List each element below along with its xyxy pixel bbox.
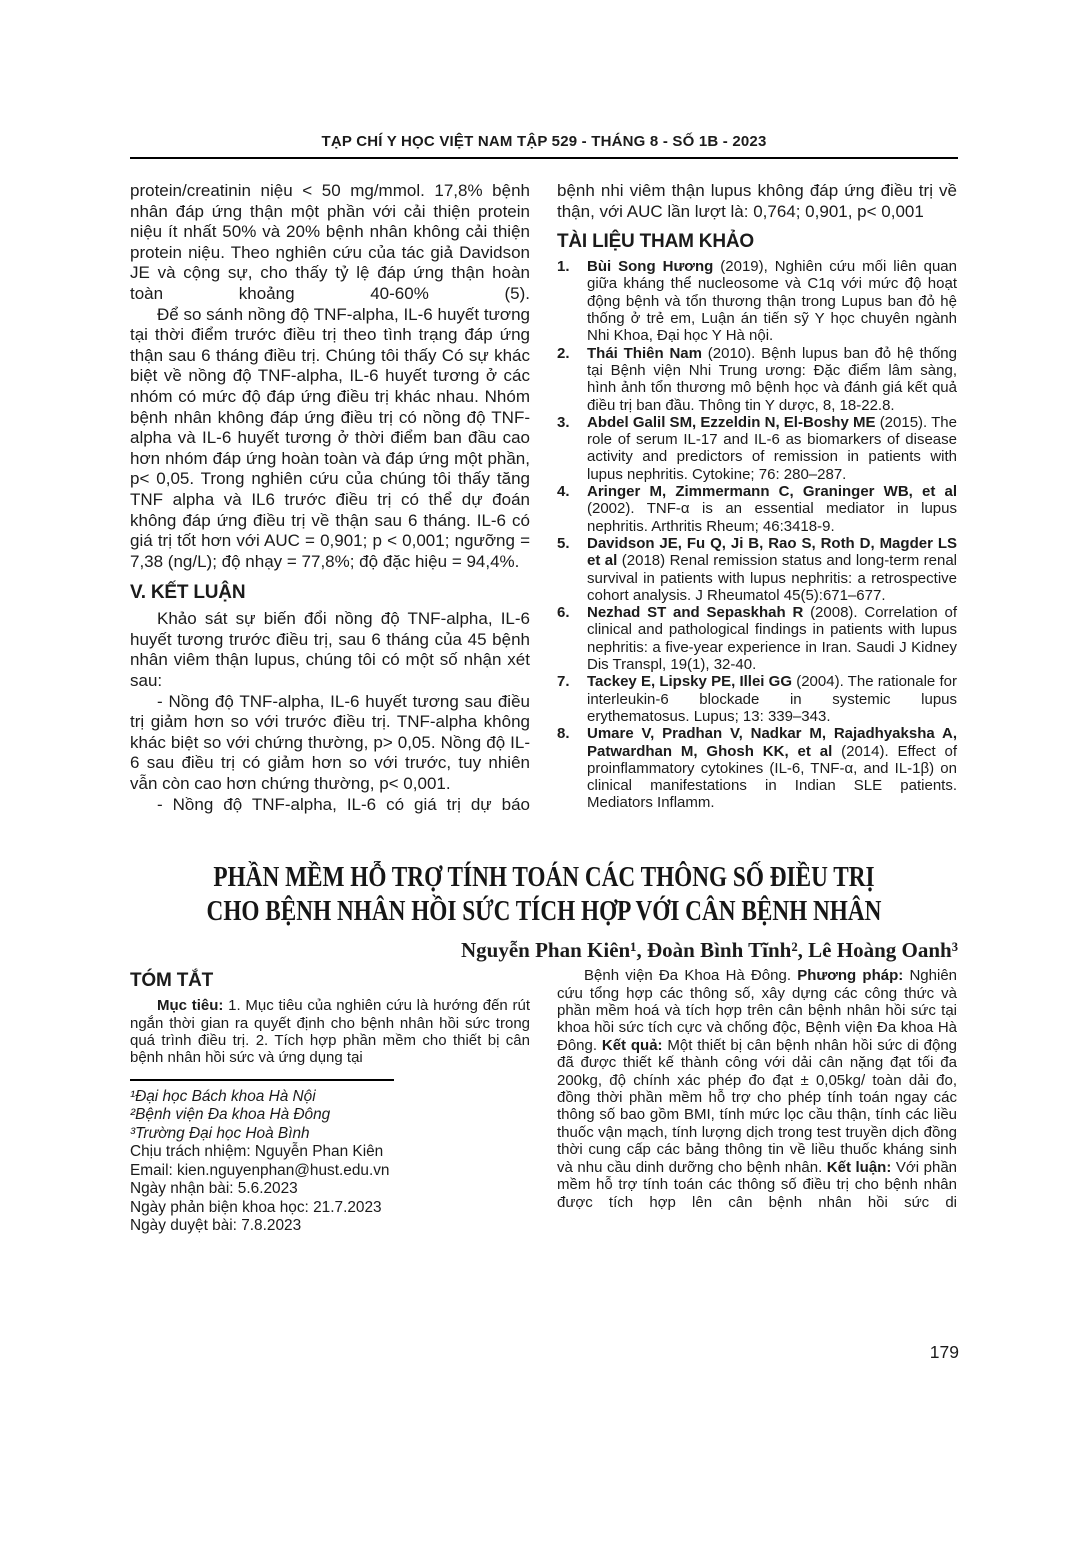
- footnote-date-reviewed: Ngày phản biện khoa học: 21.7.2023: [130, 1198, 382, 1216]
- footnote-responsible: Chịu trách nhiệm: Nguyễn Phan Kiên: [130, 1143, 384, 1161]
- reference-text: Bùi Song Hương (2019), Nghiên cứu mối liên quan giữa kháng thể nucleosome và C1q với mức độ hoạt động bệnh và tổn thương thận trong Lupus ban đỏ hệ thống ở trẻ em, Luận án tiến sỹ Y học chuyên ngành Nhi Khoa, Đại học Y Hà nội.: [587, 258, 957, 345]
- reference-authors: Aringer M, Zimmermann C, Graninger WB, et al: [587, 483, 957, 501]
- reference-authors: Davidson JE, Fu Q, Ji B, Rao S, Roth D, Magder LS et al: [587, 534, 957, 570]
- reference-item: [557, 673, 957, 725]
- footnote-affiliation-1: ¹Đại học Bách khoa Hà Nội: [130, 1087, 316, 1105]
- article2-title: [200, 861, 887, 929]
- reference-text: Tackey E, Lipsky PE, Illei GG (2004). The rationale for interleukin-6 blockade in systemic lupus erythematosus. Lupus; 13: 339–343.: [587, 673, 957, 725]
- footnote-block: [130, 1079, 530, 1236]
- paragraph: - Nồng độ TNF-alpha, IL-6 huyết tương sau điều trị giảm hơn so với trước điều trị. TNF-alpha không khác biệt so với chứng thường, p> 0,05. Nồng độ IL-6 sau điều trị có giảm hơn so với trước, tuy nhiên vẫn còn cao hơn chứng thường, p< 0,001.: [130, 691, 530, 794]
- footnote-date-accepted: Ngày duyệt bài: 7.8.2023: [130, 1217, 302, 1235]
- abstract-continuation-paragraph: Bệnh viện Đa Khoa Hà Đông. Phương pháp: Nghiên cứu tổng hợp các thông số, xây dựng các công thức và phần mềm hoá và tích hợp trên cân bệnh nhân hồi sức tại khoa hồi sức tích cực và chống độc, Bệnh viện Đa khoa Hà Đông. Kết quả: Một thiết bị cân bệnh nhân hồi sức di động đã được thiết kế thành công với dải cân nặng đạt tối đa 200kg, độ chính xác phép đo đạt ± 0,05kg/ toàn dải đo, đồng thời phần mềm hỗ trợ cho phép tính toán ngay các thông số bao gồm BMI, tính mức lọc cầu thận, tính các liều thuốc vận mạch, tính lượng dịch trong test truyền dịch đồng thời cung cấp các bảng thông tin về liều thuốc kháng sinh và nhu cầu dinh dưỡng cho bệnh nhân. Kết luận: Với phần mềm hỗ trợ tính toán các thông số điều trị cho bệnh nhân được tích hợp lên cân bệnh nhân hồi sức di: [557, 967, 958, 1211]
- reference-text: Davidson JE, Fu Q, Ji B, Rao S, Roth D, Magder LS et al (2018) Renal remission status and long-term renal survival in patients with lupus nephritis: a retrospective cohort analysis. J Rheumatol 45(5):671–677.: [587, 534, 957, 604]
- reference-authors: Abdel Galil SM, Ezzeldin N, El-Boshy ME: [587, 413, 876, 431]
- paragraph: Để so sánh nồng độ TNF-alpha, IL-6 huyết tương tại thời điểm trước điều trị theo tình trạng đáp ứng thận sau 6 tháng điều trị. Chúng tôi thấy Có sự khác biệt về nồng độ TNF-alpha, IL-6 huyết tương ở các nhóm có mức độ đáp ứng điều trị khác nhau. Nhóm bệnh nhân không đáp ứng điều trị có nồng độ TNF-alpha và IL-6 huyết tương ở thời điểm ban đầu cao hơn nhóm đáp ứng hoàn toàn và đáp ứng một phần, p< 0,05. Trong nghiên cứu của chúng tôi thấy tăng TNF alpha và IL6 trước điều trị có thể dự đoán không đáp ứng điều trị về thận sau 6 tháng. IL-6 có giá trị tốt hơn với AUC = 0,901; p < 0,001; ngưỡng = 7,38 (ng/L); độ nhạy = 77,8%; độ đặc hiệu = 94,4%.: [130, 304, 530, 571]
- reference-number: 8.: [557, 725, 570, 743]
- article2-title-line2: CHO BỆNH NHÂN HỒI SỨC TÍCH HỢP VỚI CÂN BỆNH NHÂN: [206, 896, 882, 928]
- reference-list: [557, 258, 957, 812]
- reference-authors: Nezhad ST and Sepaskhah R: [587, 604, 804, 622]
- conclusion-label: Kết luận:: [826, 1158, 892, 1176]
- objective-label: Mục tiêu:: [157, 997, 224, 1015]
- reference-number: 6.: [557, 604, 570, 622]
- reference-item: [557, 414, 957, 483]
- result-label: Kết quả:: [601, 1036, 663, 1054]
- article2-right-column: [557, 967, 957, 1236]
- reference-item: [557, 604, 957, 673]
- reference-authors: Bùi Song Hương: [587, 258, 714, 276]
- article1-right-column: [557, 181, 957, 815]
- footnote-affiliation-2: ²Bệnh viện Đa khoa Hà Đông: [130, 1106, 331, 1124]
- conclusion-heading: V. KẾT LUẬN: [130, 582, 246, 604]
- article2-authors: Nguyễn Phan Kiên¹, Đoàn Bình Tĩnh², Lê Hoàng Oanh³: [461, 938, 958, 963]
- reference-item: [557, 345, 957, 414]
- reference-number: 5.: [557, 534, 570, 552]
- footnote-separator: [130, 1079, 394, 1081]
- method-label: Phương pháp:: [797, 967, 904, 985]
- paragraph: - Nồng độ TNF-alpha, IL-6 có giá trị dự báo: [157, 794, 530, 814]
- running-header: [130, 133, 958, 159]
- reference-item: [557, 725, 957, 811]
- reference-item: [557, 535, 957, 604]
- reference-text: Abdel Galil SM, Ezzeldin N, El-Boshy ME (2015). The role of serum IL-17 and IL-6 as biomarkers of disease activity and predictors of remission in patients with lupus nephritis. Cytokine; 76: 280–287.: [587, 413, 957, 483]
- reference-text: Umare V, Pradhan V, Nadkar M, Rajadhyaksha A, Patwardhan M, Ghosh KK, et al (2014). Effect of proinflammatory cytokines (IL-6, TNF-α, and IL-1β) on clinical manifestations in Indian SLE patients. Mediators Inflamm.: [587, 725, 957, 812]
- reference-text: Nezhad ST and Sepaskhah R (2008). Correlation of clinical and pathological findings in patients with lupus nephritis: a five-year experience in Iran. Saudi J Kidney Dis Transpl, 19(1), 32-40.: [587, 604, 958, 674]
- references-heading: TÀI LIỆU THAM KHẢO: [557, 231, 754, 253]
- reference-authors: Umare V, Pradhan V, Nadkar M, Rajadhyaksha A, Patwardhan M, Ghosh KK, et al: [587, 725, 957, 760]
- reference-number: 3.: [557, 413, 570, 431]
- abstract-heading: TÓM TẮT: [130, 970, 214, 992]
- paragraph: protein/creatinin niệu < 50 mg/mmol. 17,8% bệnh nhân đáp ứng thận một phần với cải thiện protein niệu ít nhất 50% và 20% bệnh nhân không cải thiện protein niệu. Theo nghiên cứu của tác giả Davidson JE và cộng sự, cho thấy tỷ lệ đáp ứng thận hoàn toàn khoảng 40-60% (5).: [130, 181, 530, 303]
- reference-number: 4.: [557, 483, 570, 501]
- footnote-date-received: Ngày nhận bài: 5.6.2023: [130, 1180, 298, 1198]
- reference-authors: Tackey E, Lipsky PE, Illei GG: [587, 673, 793, 691]
- article1-body: [130, 181, 958, 815]
- reference-item: [557, 258, 957, 344]
- paragraph: bệnh nhi viêm thận lupus không đáp ứng điều trị về thận, với AUC lần lượt là: 0,764; 0,901, p< 0,001: [557, 181, 957, 221]
- article2-title-line1: PHẦN MỀM HỖ TRỢ TÍNH TOÁN CÁC THÔNG SỐ ĐIỀU TRỊ: [213, 862, 875, 894]
- footnote-email: Email: kien.nguyenphan@hust.edu.vn: [130, 1161, 390, 1179]
- page-number: 179: [929, 1342, 959, 1362]
- reference-text: Aringer M, Zimmermann C, Graninger WB, et al (2002). TNF-α is an essential mediator in lupus nephritis. Arthritis Rheum; 46:3418-9.: [587, 483, 957, 535]
- reference-authors: Thái Thiên Nam: [587, 344, 702, 362]
- reference-text: Thái Thiên Nam (2010). Bệnh lupus ban đỏ hệ thống tại Bệnh viện Nhi Trung ương: Đặc điểm lâm sàng, hình ảnh tổn thương mô bệnh học và đánh giá kết quả điều trị ban đầu. Thông tin Y dược, 8, 18-22.8.: [587, 344, 957, 414]
- journal-header-title: TẠP CHÍ Y HỌC VIỆT NAM TẬP 529 - THÁNG 8 - SỐ 1B - 2023: [321, 133, 767, 150]
- article1-left-column: [130, 181, 530, 815]
- article2-left-column: [130, 967, 530, 1236]
- abstract-objective-paragraph: Mục tiêu: 1. Mục tiêu của nghiên cứu là hướng đến rút ngắn thời gian ra quyết định cho bệnh nhân hồi sức trong quá trình điều trị. 2. Tích hợp phần mềm cho thiết bị cân bệnh nhân hồi sức và ứng dụng tại: [130, 997, 530, 1067]
- reference-number: 7.: [557, 673, 570, 691]
- reference-number: 1.: [557, 258, 570, 276]
- paragraph: Khảo sát sự biến đổi nồng độ TNF-alpha, IL-6 huyết tương trước điều trị, sau 6 tháng của 45 bệnh nhân viêm thận lupus, chúng tôi có một số nhận xét sau:: [130, 609, 530, 691]
- article2-body: [130, 967, 958, 1236]
- reference-number: 2.: [557, 344, 570, 362]
- footnote-affiliation-3: ³Trường Đại học Hoà Bình: [130, 1124, 310, 1142]
- reference-item: [557, 483, 957, 535]
